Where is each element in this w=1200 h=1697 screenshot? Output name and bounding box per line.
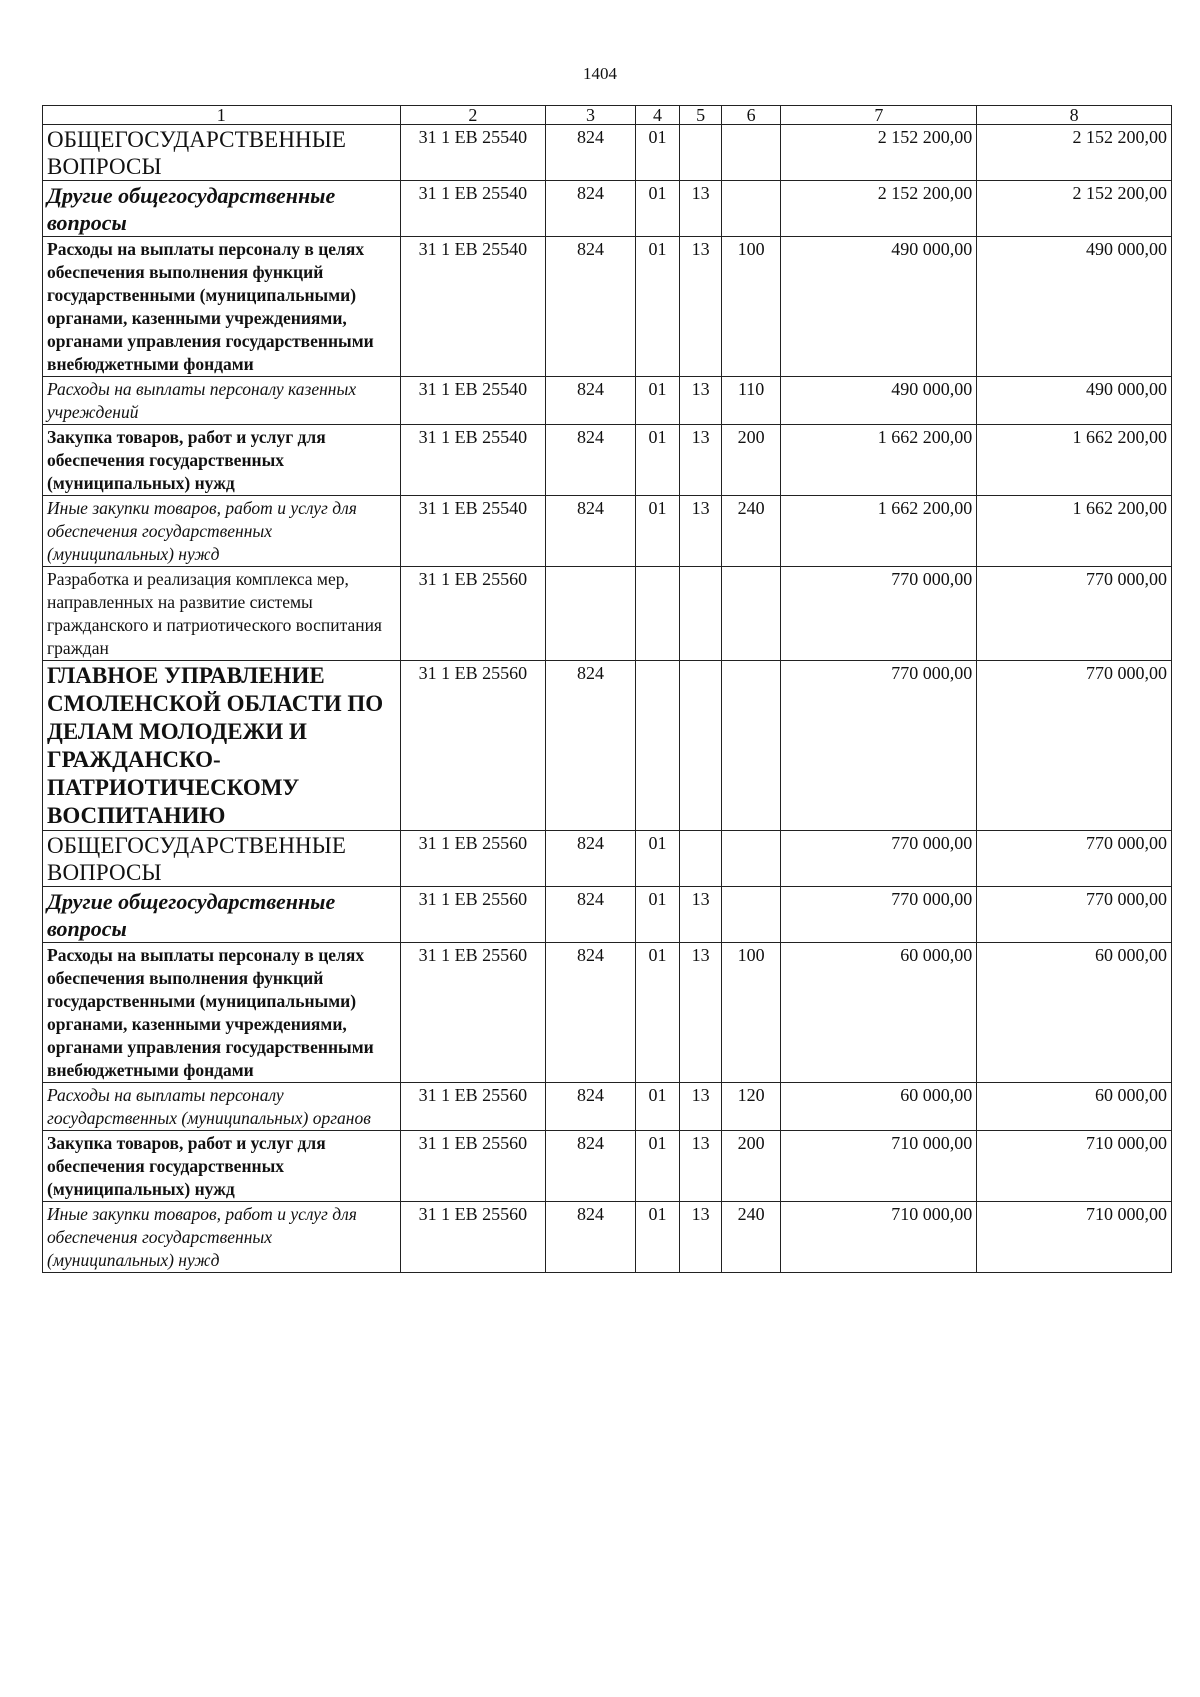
division-code-cell: 01 — [635, 887, 680, 943]
amount-2-cell: 770 000,00 — [977, 887, 1172, 943]
budget-table — [42, 105, 1172, 1273]
ministry-code-cell: 824 — [546, 1131, 635, 1202]
expense-type-cell: 200 — [721, 425, 781, 496]
item-name-cell — [43, 181, 401, 237]
division-code-cell: 01 — [635, 1131, 680, 1202]
subdivision-code-cell: 13 — [680, 425, 721, 496]
table-body — [43, 106, 1172, 1273]
amount-2-cell: 710 000,00 — [977, 1131, 1172, 1202]
table-row — [43, 887, 1172, 943]
ministry-code-cell: 824 — [546, 943, 635, 1083]
amount-2-cell: 60 000,00 — [977, 1083, 1172, 1131]
ministry-code-cell — [546, 567, 635, 661]
target-code-cell: 31 1 ЕВ 25540 — [400, 377, 546, 425]
ministry-code-cell: 824 — [546, 377, 635, 425]
ministry-code-cell: 824 — [546, 831, 635, 887]
item-name-text: Расходы на выплаты персоналу казенных учреждений — [47, 379, 357, 422]
ministry-code-cell: 824 — [546, 661, 635, 831]
ministry-code-cell: 824 — [546, 887, 635, 943]
item-name-text: Другие общегосударственные вопросы — [47, 889, 336, 941]
table-row — [43, 125, 1172, 181]
column-header-3: 3 — [546, 106, 635, 125]
division-code-cell: 01 — [635, 377, 680, 425]
subdivision-code-cell: 13 — [680, 237, 721, 377]
amount-1-cell: 770 000,00 — [781, 831, 977, 887]
item-name-text: Закупка товаров, работ и услуг для обеспечения государственных (муниципальных) нужд — [47, 427, 326, 493]
table-row — [43, 377, 1172, 425]
column-header-6: 6 — [721, 106, 781, 125]
subdivision-code-cell: 13 — [680, 943, 721, 1083]
amount-2-cell: 1 662 200,00 — [977, 496, 1172, 567]
division-code-cell: 01 — [635, 237, 680, 377]
table-row — [43, 181, 1172, 237]
subdivision-code-cell — [680, 567, 721, 661]
division-code-cell: 01 — [635, 1202, 680, 1273]
target-code-cell: 31 1 ЕВ 25560 — [400, 1131, 546, 1202]
target-code-cell: 31 1 ЕВ 25560 — [400, 567, 546, 661]
subdivision-code-cell: 13 — [680, 181, 721, 237]
table-row — [43, 943, 1172, 1083]
expense-type-cell — [721, 567, 781, 661]
column-header-1: 1 — [43, 106, 401, 125]
header-row — [43, 106, 1172, 125]
ministry-code-cell: 824 — [546, 496, 635, 567]
item-name-cell — [43, 377, 401, 425]
item-name-text: ГЛАВНОЕ УПРАВЛЕНИЕ СМОЛЕНСКОЙ ОБЛАСТИ ПО ДЕЛАМ МОЛОДЕЖИ И ГРАЖДАНСКО-ПАТРИОТИЧЕСКОМУ ВОСПИТАНИЮ — [47, 663, 384, 828]
amount-1-cell: 770 000,00 — [781, 887, 977, 943]
amount-1-cell: 710 000,00 — [781, 1131, 977, 1202]
ministry-code-cell: 824 — [546, 1202, 635, 1273]
division-code-cell: 01 — [635, 425, 680, 496]
amount-2-cell: 770 000,00 — [977, 831, 1172, 887]
item-name-cell — [43, 1083, 401, 1131]
item-name-text: ОБЩЕГОСУДАРСТВЕННЫЕ ВОПРОСЫ — [47, 127, 347, 179]
subdivision-code-cell: 13 — [680, 496, 721, 567]
item-name-cell — [43, 567, 401, 661]
amount-1-cell: 490 000,00 — [781, 377, 977, 425]
table-row — [43, 1131, 1172, 1202]
expense-type-cell — [721, 661, 781, 831]
amount-2-cell: 60 000,00 — [977, 943, 1172, 1083]
item-name-text: Закупка товаров, работ и услуг для обеспечения государственных (муниципальных) нужд — [47, 1133, 326, 1199]
target-code-cell: 31 1 ЕВ 25540 — [400, 125, 546, 181]
amount-1-cell: 770 000,00 — [781, 567, 977, 661]
expense-type-cell — [721, 831, 781, 887]
division-code-cell — [635, 567, 680, 661]
table-row — [43, 496, 1172, 567]
amount-1-cell: 490 000,00 — [781, 237, 977, 377]
target-code-cell: 31 1 ЕВ 25560 — [400, 1083, 546, 1131]
item-name-text: Разработка и реализация комплекса мер, направленных на развитие системы гражданского и патриотического воспитания граждан — [47, 569, 382, 658]
item-name-text: Расходы на выплаты персоналу в целях обеспечения выполнения функций государственными (муниципальными) органами, казенными учреждениями, органами управления государственными внебюджетными фондами — [47, 239, 374, 374]
amount-2-cell: 490 000,00 — [977, 377, 1172, 425]
item-name-text: Расходы на выплаты персоналу в целях обеспечения выполнения функций государственными (муниципальными) органами, казенными учреждениями, органами управления государственными внебюджетными фондами — [47, 945, 374, 1080]
ministry-code-cell: 824 — [546, 125, 635, 181]
amount-1-cell: 60 000,00 — [781, 1083, 977, 1131]
item-name-cell — [43, 1131, 401, 1202]
subdivision-code-cell — [680, 125, 721, 181]
item-name-cell — [43, 496, 401, 567]
target-code-cell: 31 1 ЕВ 25540 — [400, 496, 546, 567]
page-number: 1404 — [583, 64, 617, 83]
amount-1-cell: 60 000,00 — [781, 943, 977, 1083]
ministry-code-cell: 824 — [546, 181, 635, 237]
amount-2-cell: 770 000,00 — [977, 661, 1172, 831]
target-code-cell: 31 1 ЕВ 25560 — [400, 661, 546, 831]
division-code-cell: 01 — [635, 943, 680, 1083]
column-header-7: 7 — [781, 106, 977, 125]
subdivision-code-cell: 13 — [680, 377, 721, 425]
amount-2-cell: 490 000,00 — [977, 237, 1172, 377]
item-name-cell — [43, 943, 401, 1083]
column-header-2: 2 — [400, 106, 546, 125]
target-code-cell: 31 1 ЕВ 25540 — [400, 181, 546, 237]
division-code-cell: 01 — [635, 831, 680, 887]
table-row — [43, 1083, 1172, 1131]
item-name-cell — [43, 661, 401, 831]
division-code-cell: 01 — [635, 1083, 680, 1131]
amount-1-cell: 770 000,00 — [781, 661, 977, 831]
expense-type-cell: 110 — [721, 377, 781, 425]
target-code-cell: 31 1 ЕВ 25560 — [400, 831, 546, 887]
division-code-cell: 01 — [635, 125, 680, 181]
expense-type-cell: 120 — [721, 1083, 781, 1131]
item-name-text: ОБЩЕГОСУДАРСТВЕННЫЕ ВОПРОСЫ — [47, 833, 347, 885]
target-code-cell: 31 1 ЕВ 25560 — [400, 1202, 546, 1273]
item-name-cell — [43, 125, 401, 181]
amount-1-cell: 1 662 200,00 — [781, 496, 977, 567]
item-name-cell — [43, 831, 401, 887]
item-name-text: Другие общегосударственные вопросы — [47, 183, 336, 235]
item-name-cell — [43, 425, 401, 496]
target-code-cell: 31 1 ЕВ 25540 — [400, 425, 546, 496]
expense-type-cell: 100 — [721, 237, 781, 377]
amount-1-cell: 710 000,00 — [781, 1202, 977, 1273]
ministry-code-cell: 824 — [546, 1083, 635, 1131]
target-code-cell: 31 1 ЕВ 25540 — [400, 237, 546, 377]
subdivision-code-cell: 13 — [680, 1131, 721, 1202]
amount-2-cell: 2 152 200,00 — [977, 181, 1172, 237]
division-code-cell — [635, 661, 680, 831]
division-code-cell: 01 — [635, 181, 680, 237]
amount-2-cell: 710 000,00 — [977, 1202, 1172, 1273]
amount-2-cell: 1 662 200,00 — [977, 425, 1172, 496]
expense-type-cell — [721, 181, 781, 237]
column-header-5: 5 — [680, 106, 721, 125]
table-row — [43, 425, 1172, 496]
ministry-code-cell: 824 — [546, 237, 635, 377]
amount-2-cell: 770 000,00 — [977, 567, 1172, 661]
division-code-cell: 01 — [635, 496, 680, 567]
table-row — [43, 567, 1172, 661]
table-row — [43, 661, 1172, 831]
amount-2-cell: 2 152 200,00 — [977, 125, 1172, 181]
expense-type-cell: 100 — [721, 943, 781, 1083]
item-name-text: Расходы на выплаты персоналу государственных (муниципальных) органов — [47, 1085, 371, 1128]
item-name-cell — [43, 1202, 401, 1273]
subdivision-code-cell — [680, 661, 721, 831]
expense-type-cell: 240 — [721, 1202, 781, 1273]
item-name-cell — [43, 237, 401, 377]
expense-type-cell: 240 — [721, 496, 781, 567]
amount-1-cell: 1 662 200,00 — [781, 425, 977, 496]
target-code-cell: 31 1 ЕВ 25560 — [400, 887, 546, 943]
table-row — [43, 1202, 1172, 1273]
expense-type-cell — [721, 125, 781, 181]
item-name-cell — [43, 887, 401, 943]
table-row — [43, 831, 1172, 887]
item-name-text: Иные закупки товаров, работ и услуг для обеспечения государственных (муниципальных) нужд — [47, 1204, 357, 1270]
item-name-text: Иные закупки товаров, работ и услуг для обеспечения государственных (муниципальных) нужд — [47, 498, 357, 564]
amount-1-cell: 2 152 200,00 — [781, 181, 977, 237]
column-header-8: 8 — [977, 106, 1172, 125]
column-header-4: 4 — [635, 106, 680, 125]
target-code-cell: 31 1 ЕВ 25560 — [400, 943, 546, 1083]
expense-type-cell — [721, 887, 781, 943]
expense-type-cell: 200 — [721, 1131, 781, 1202]
subdivision-code-cell: 13 — [680, 887, 721, 943]
subdivision-code-cell: 13 — [680, 1083, 721, 1131]
subdivision-code-cell: 13 — [680, 1202, 721, 1273]
amount-1-cell: 2 152 200,00 — [781, 125, 977, 181]
ministry-code-cell: 824 — [546, 425, 635, 496]
table-row — [43, 237, 1172, 377]
subdivision-code-cell — [680, 831, 721, 887]
